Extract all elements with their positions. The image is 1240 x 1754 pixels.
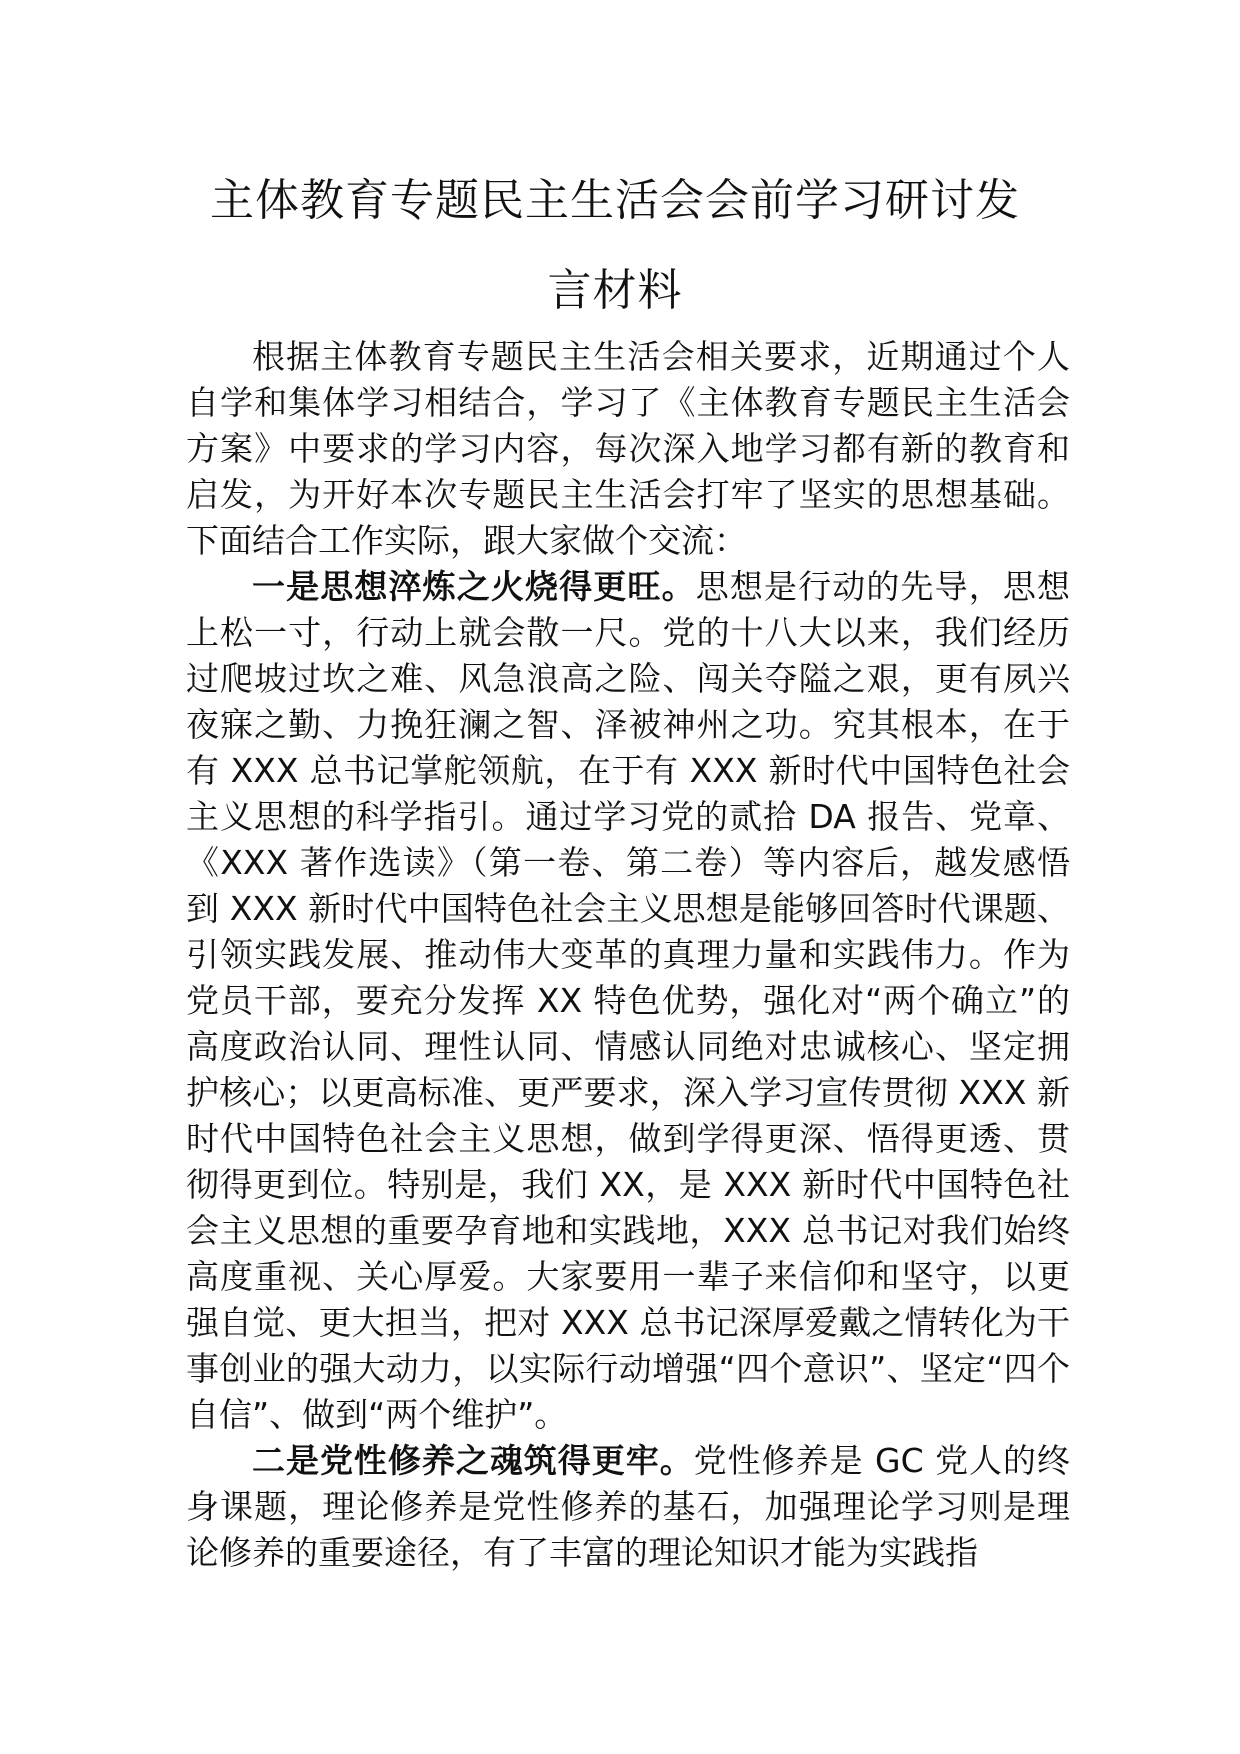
document-title-line-1: 主体教育专题民主生活会会前学习研讨发 (210, 175, 1020, 226)
section-text-2: 党性修养是 GC 党人的终身课题，理论修养是党性修养的基石，加强理论学习则是理论修养的重要途径，有了丰富的理论知识才能为实践指 (186, 1441, 1071, 1572)
section-paragraph-1 (186, 564, 1070, 1438)
section-paragraph-2 (186, 1438, 1070, 1576)
intro-paragraph: 根据主体教育专题民主生活会相关要求，近期通过个人自学和集体学习相结合，学习了《主体教育专题民主生活会方案》中要求的学习内容，每次深入地学习都有新的教育和启发，为开好本次专题民主生活会打牢了坚实的思想基础。下面结合工作实际，跟大家做个交流： (186, 337, 1070, 560)
section-text-1: 思想是行动的先导，思想上松一寸，行动上就会散一尺。党的十八大以来，我们经历过爬坡过坎之难、风急浪高之险、闯关夺隘之艰，更有夙兴夜寐之勤、力挽狂澜之智、泽被神州之功。究其根本，在于有 XXX 总书记掌舵领航，在于有 XXX 新时代中国特色社会主义思想的科学指引。通过学习党的贰拾 DA 报告、党章、《XXX 著作选读》（第一卷、第二卷）等内容后，越发感悟到 XXX 新时代中国特色社会主义思想是能够回答时代课题、引领实践发展、推动伟大变革的真理力量和实践伟力。作为党员干部，要充分发挥 XX 特色优势，强化对“两个确立”的高度政治认同、理性认同、情感认同绝对忠诚核心、坚定拥护核心；以更高标准、更严要求，深入学习宣传贯彻 XXX 新时代中国特色社会主义思想，做到学得更深、悟得更透、贯彻得更到位。特别是，我们 XX，是 XXX 新时代中国特色社会主义思想的重要孕育地和实践地，XXX 总书记对我们始终高度重视、关心厚爱。大家要用一辈子来信仰和坚守，以更强自觉、更大担当，把对 XXX 总书记深厚爱戴之情转化为干事创业的强大动力，以实际行动增强“四个意识”、坚定“四个自信”、做到“两个维护”。 (186, 567, 1071, 1434)
section-heading-2: 二是党性修养之魂筑得更牢。 (252, 1441, 694, 1480)
section-heading-1: 一是思想淬炼之火烧得更旺。 (252, 567, 696, 606)
document-title-line-2: 言材料 (547, 265, 683, 316)
document-body (186, 334, 1070, 1576)
